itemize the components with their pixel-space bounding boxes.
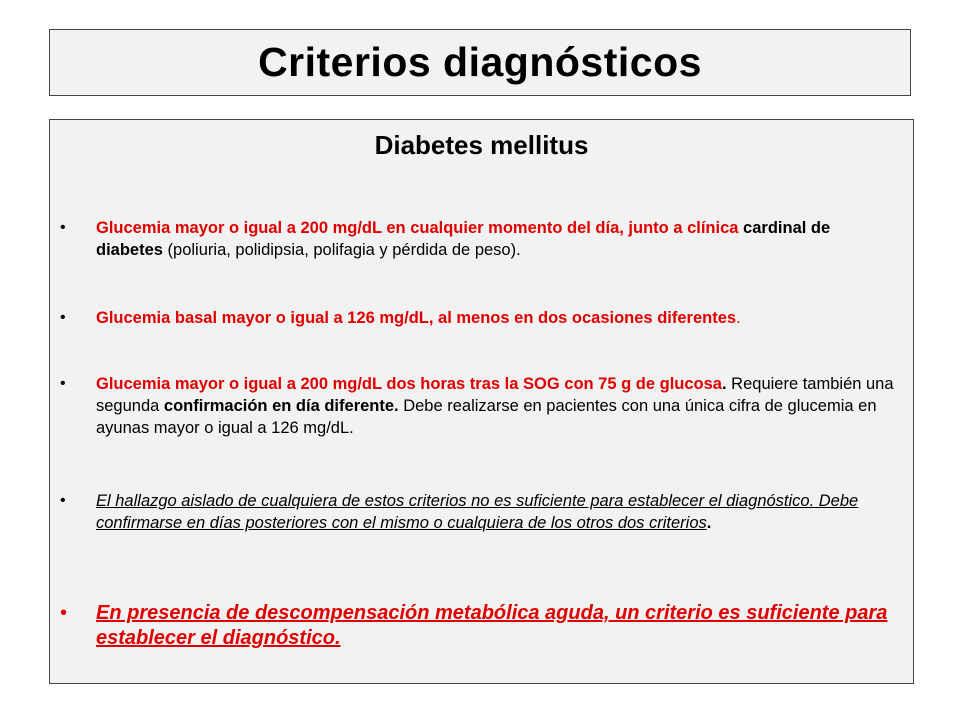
content-box [49,119,914,684]
criterion-2-text: Glucemia basal mayor o igual a 126 mg/dL, al menos en dos ocasiones diferentes. [96,309,741,327]
page-title: Criterios diagnósticos [258,39,702,85]
note-acute-decompensation-text: En presencia de descompensación metabólica aguda, un criterio es suficiente para establecer el diagnóstico. [96,602,888,649]
bullet-icon: • [60,309,66,326]
criterion-2 [60,307,896,329]
criterion-1-text: Glucemia mayor o igual a 200 mg/dL en cualquier momento del día, junto a clínica cardinal de diabetes (poliuria, polidipsia, polifagia y pérdida de peso). [96,219,831,259]
note-isolated-finding-text: El hallazgo aislado de cualquiera de estos criterios no es suficiente para establecer el diagnóstico. Debe confirmarse en días posteriores con el mismo o cualquiera de los otros dos criterios. [96,492,859,532]
note-acute-decompensation [60,601,896,651]
bullet-icon: • [60,375,66,392]
bullet-icon: • [60,219,66,236]
bullet-icon: • [60,602,68,624]
criterion-3 [60,373,896,439]
criterion-3-text: Glucemia mayor o igual a 200 mg/dL dos horas tras la SOG con 75 g de glucosa. Requiere también una segunda confirmación en día diferente. Debe realizarse en pacientes con una única cifra de glucemia en ayunas mayor o igual a 126 mg/dL. [96,375,894,437]
note-isolated-finding [60,490,896,534]
bullet-icon: • [60,492,66,509]
title-box [49,29,911,96]
subtitle: Diabetes mellitus [374,130,589,160]
criterion-1 [60,217,896,261]
